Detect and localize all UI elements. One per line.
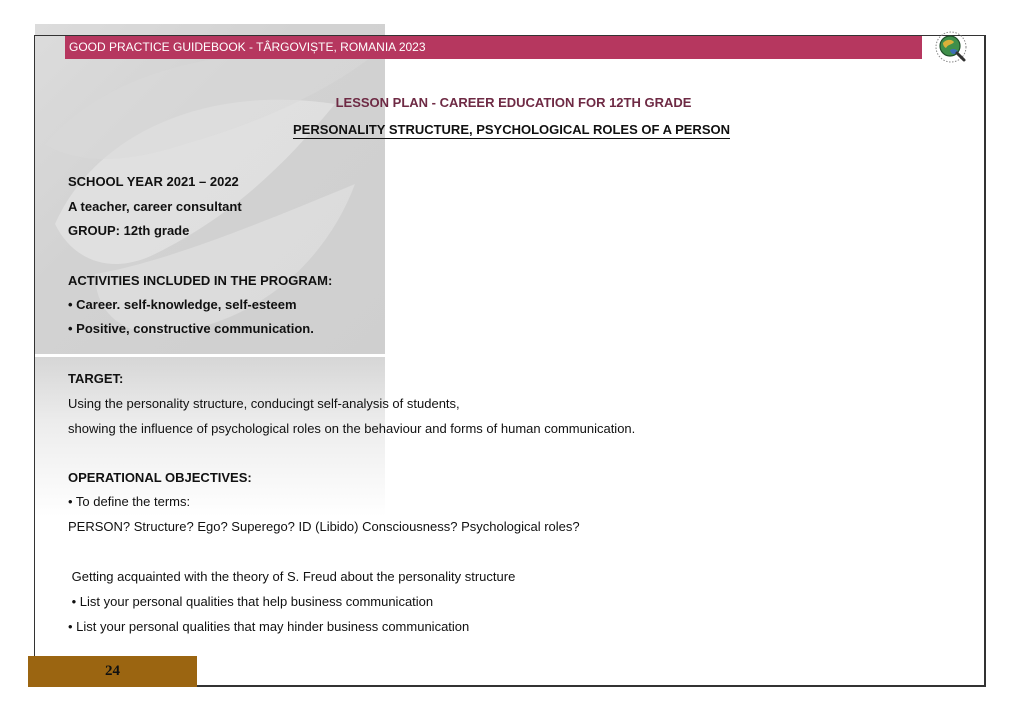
school-year: SCHOOL YEAR 2021 – 2022 — [68, 174, 239, 189]
group-label: GROUP: 12th grade — [68, 223, 190, 238]
objective-line: Getting acquainted with the theory of S. Freud about the personality structure — [68, 569, 516, 584]
target-text: showing the influence of psychological roles on the behaviour and forms of human communication. — [68, 421, 636, 436]
activities-heading: ACTIVITIES INCLUDED IN THE PROGRAM: — [68, 273, 333, 288]
activity-item: • Positive, constructive communication. — [68, 321, 314, 336]
guidebook-header: GOOD PRACTICE GUIDEBOOK - TÂRGOVIȘTE, ROMANIA 2023 — [65, 36, 922, 59]
objective-line: PERSON? Structure? Ego? Superego? ID (Libido) Consciousness? Psychological roles? — [68, 519, 580, 534]
target-heading: TARGET: — [68, 371, 124, 386]
objective-line: • To define the terms: — [68, 494, 191, 509]
target-text: Using the personality structure, conducingt self-analysis of students, — [68, 396, 460, 411]
globe-magnifier-icon — [934, 30, 968, 64]
lesson-title: LESSON PLAN - CAREER EDUCATION FOR 12TH GRADE — [335, 95, 692, 110]
objectives-heading: OPERATIONAL OBJECTIVES: — [68, 470, 252, 485]
page-number: 24 — [28, 656, 197, 687]
activity-item: • Career. self-knowledge, self-esteem — [68, 297, 297, 312]
lesson-subtitle: PERSONALITY STRUCTURE, PSYCHOLOGICAL ROLES OF A PERSON — [293, 122, 730, 137]
objective-line: • List your personal qualities that help business communication — [68, 594, 434, 609]
teacher-role: A teacher, career consultant — [68, 199, 242, 214]
objective-line: • List your personal qualities that may hinder business communication — [68, 619, 470, 634]
